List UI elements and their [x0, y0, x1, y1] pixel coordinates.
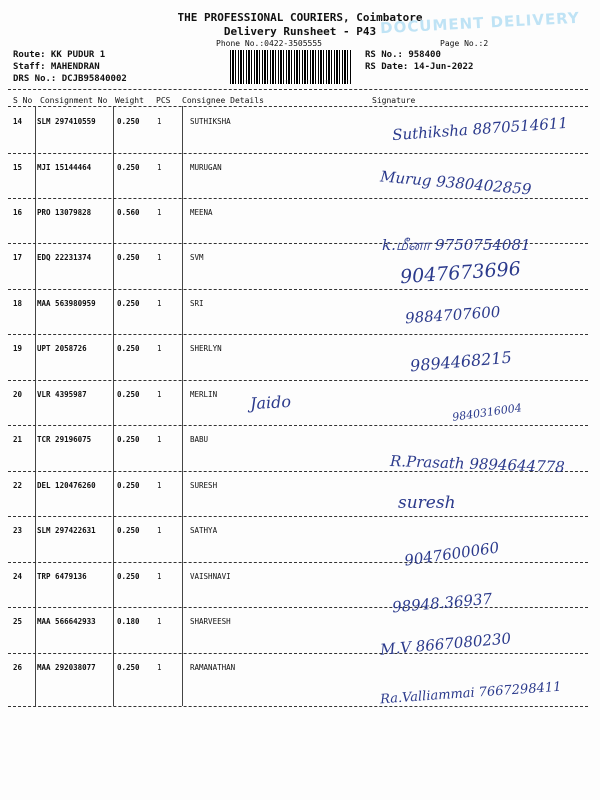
signature-note: Jaido — [249, 391, 292, 414]
row-divider — [8, 607, 588, 608]
col-consignee-header: Consignee Details — [182, 96, 264, 105]
row-pcs: 1 — [157, 163, 162, 172]
row-consignment: MAA 292038077 — [37, 663, 96, 672]
row-weight: 0.250 — [117, 435, 140, 444]
row-sno: 22 — [13, 481, 23, 490]
row-consignee: MERLIN — [190, 390, 218, 399]
header-top-divider — [8, 89, 588, 90]
row-divider — [8, 516, 588, 517]
page-number: Page No.:2 — [440, 39, 489, 48]
row-pcs: 1 — [157, 253, 162, 262]
row-consignee: RAMANATHAN — [190, 663, 236, 672]
row-divider — [8, 706, 588, 707]
table-row — [0, 519, 600, 562]
row-consignee: VAISHNAVI — [190, 572, 231, 581]
row-consignee: SHARVEESH — [190, 617, 231, 626]
row-divider — [8, 380, 588, 381]
row-consignee: SUTHIKSHA — [190, 117, 231, 126]
col-pcs-header: PCS — [156, 96, 171, 105]
phone-number: Phone No.:0422-3505555 — [216, 39, 322, 48]
row-weight: 0.250 — [117, 663, 140, 672]
row-consignment: DEL 120476260 — [37, 481, 96, 490]
row-divider — [8, 153, 588, 154]
row-weight: 0.560 — [117, 208, 140, 217]
row-weight: 0.250 — [117, 390, 140, 399]
signature-handwriting: 9894468215 — [409, 347, 513, 376]
row-sno: 20 — [13, 390, 23, 399]
signature-handwriting: suresh — [398, 493, 456, 513]
row-consignment: VLR 4395987 — [37, 390, 87, 399]
row-weight: 0.250 — [117, 253, 140, 262]
row-divider — [8, 562, 588, 563]
header-bottom-divider — [8, 106, 588, 107]
row-consignee: SURESH — [190, 481, 218, 490]
row-sno: 19 — [13, 344, 23, 353]
row-pcs: 1 — [157, 344, 162, 353]
row-divider — [8, 425, 588, 426]
row-pcs: 1 — [157, 617, 162, 626]
row-consignment: EDQ 22231374 — [37, 253, 92, 262]
row-pcs: 1 — [157, 663, 162, 672]
row-sno: 14 — [13, 117, 23, 126]
row-sno: 25 — [13, 617, 23, 626]
table-row — [0, 474, 600, 517]
row-divider — [8, 289, 588, 290]
row-pcs: 1 — [157, 208, 162, 217]
signature-handwriting: Murug 9380402859 — [379, 167, 533, 199]
signature-handwriting: Ra.Valliammai 7667298411 — [379, 679, 562, 708]
rs-number: RS No.: 958400 — [365, 50, 441, 60]
row-weight: 0.250 — [117, 572, 140, 581]
signature-handwriting: R.Prasath 9894644778 — [389, 451, 566, 477]
barcode — [230, 50, 352, 84]
row-consignment: MAA 566642933 — [37, 617, 96, 626]
signature-handwriting: 9884707600 — [404, 302, 501, 328]
col-sno-header: S No — [13, 96, 33, 105]
row-consignee: MURUGAN — [190, 163, 222, 172]
row-divider — [8, 198, 588, 199]
row-consignee: SVM — [190, 253, 204, 262]
row-weight: 0.250 — [117, 481, 140, 490]
row-consignee: SRI — [190, 299, 204, 308]
row-pcs: 1 — [157, 526, 162, 535]
rs-date: RS Date: 14-Jun-2022 — [365, 62, 474, 72]
row-consignment: UPT 2058726 — [37, 344, 87, 353]
document-delivery-stamp: DOCUMENT DELIVERY — [379, 8, 581, 38]
row-consignment: SLM 297422631 — [37, 526, 96, 535]
col-weight-header: Weight — [115, 96, 144, 105]
company-title: THE PROFESSIONAL COURIERS, Coimbatore — [177, 11, 423, 24]
row-sno: 23 — [13, 526, 23, 535]
route-label: Route: KK PUDUR 1 — [13, 50, 106, 60]
row-consignee: MEENA — [190, 208, 213, 217]
row-sno: 21 — [13, 435, 23, 444]
row-consignee: BABU — [190, 435, 209, 444]
row-weight: 0.250 — [117, 344, 140, 353]
row-consignee: SATHYA — [190, 526, 218, 535]
signature-handwriting: 9047600060 — [403, 538, 501, 570]
row-pcs: 1 — [157, 572, 162, 581]
row-pcs: 1 — [157, 390, 162, 399]
drs-number: DRS No.: DCJB95840002 — [13, 74, 127, 84]
row-sno: 15 — [13, 163, 23, 172]
signature-handwriting: k.மீனா 9750754081 — [382, 236, 531, 254]
row-consignment: SLM 297410559 — [37, 117, 96, 126]
row-consignment: PRO 13079828 — [37, 208, 92, 217]
row-sno: 26 — [13, 663, 23, 672]
signature-handwriting: 9840316004 — [451, 401, 523, 424]
row-consignment: TCR 29196075 — [37, 435, 92, 444]
row-sno: 17 — [13, 253, 23, 262]
signature-handwriting: Suthiksha 8870514611 — [391, 113, 569, 145]
runsheet-subtitle: Delivery Runsheet - P43 — [223, 25, 377, 38]
signature-handwriting: 98948.36937 — [391, 589, 493, 617]
row-consignee: SHERLYN — [190, 344, 222, 353]
row-sno: 24 — [13, 572, 23, 581]
row-weight: 0.250 — [117, 299, 140, 308]
row-consignment: MJI 15144464 — [37, 163, 92, 172]
row-pcs: 1 — [157, 299, 162, 308]
row-weight: 0.180 — [117, 617, 140, 626]
row-divider — [8, 334, 588, 335]
table-row — [0, 292, 600, 335]
row-consignment: TRP 6479136 — [37, 572, 87, 581]
row-pcs: 1 — [157, 435, 162, 444]
col-signature-header: Signature — [372, 96, 416, 105]
row-sno: 16 — [13, 208, 23, 217]
row-weight: 0.250 — [117, 163, 140, 172]
row-weight: 0.250 — [117, 526, 140, 535]
signature-handwriting: 9047673696 — [399, 257, 522, 289]
row-sno: 18 — [13, 299, 23, 308]
row-pcs: 1 — [157, 481, 162, 490]
col-consignment-header: Consignment No — [40, 96, 108, 105]
staff-label: Staff: MAHENDRAN — [13, 62, 100, 72]
signature-handwriting: M.V 8667080230 — [379, 629, 512, 659]
row-weight: 0.250 — [117, 117, 140, 126]
row-consignment: MAA 563980959 — [37, 299, 96, 308]
row-divider — [8, 653, 588, 654]
table-row — [0, 565, 600, 608]
row-pcs: 1 — [157, 117, 162, 126]
